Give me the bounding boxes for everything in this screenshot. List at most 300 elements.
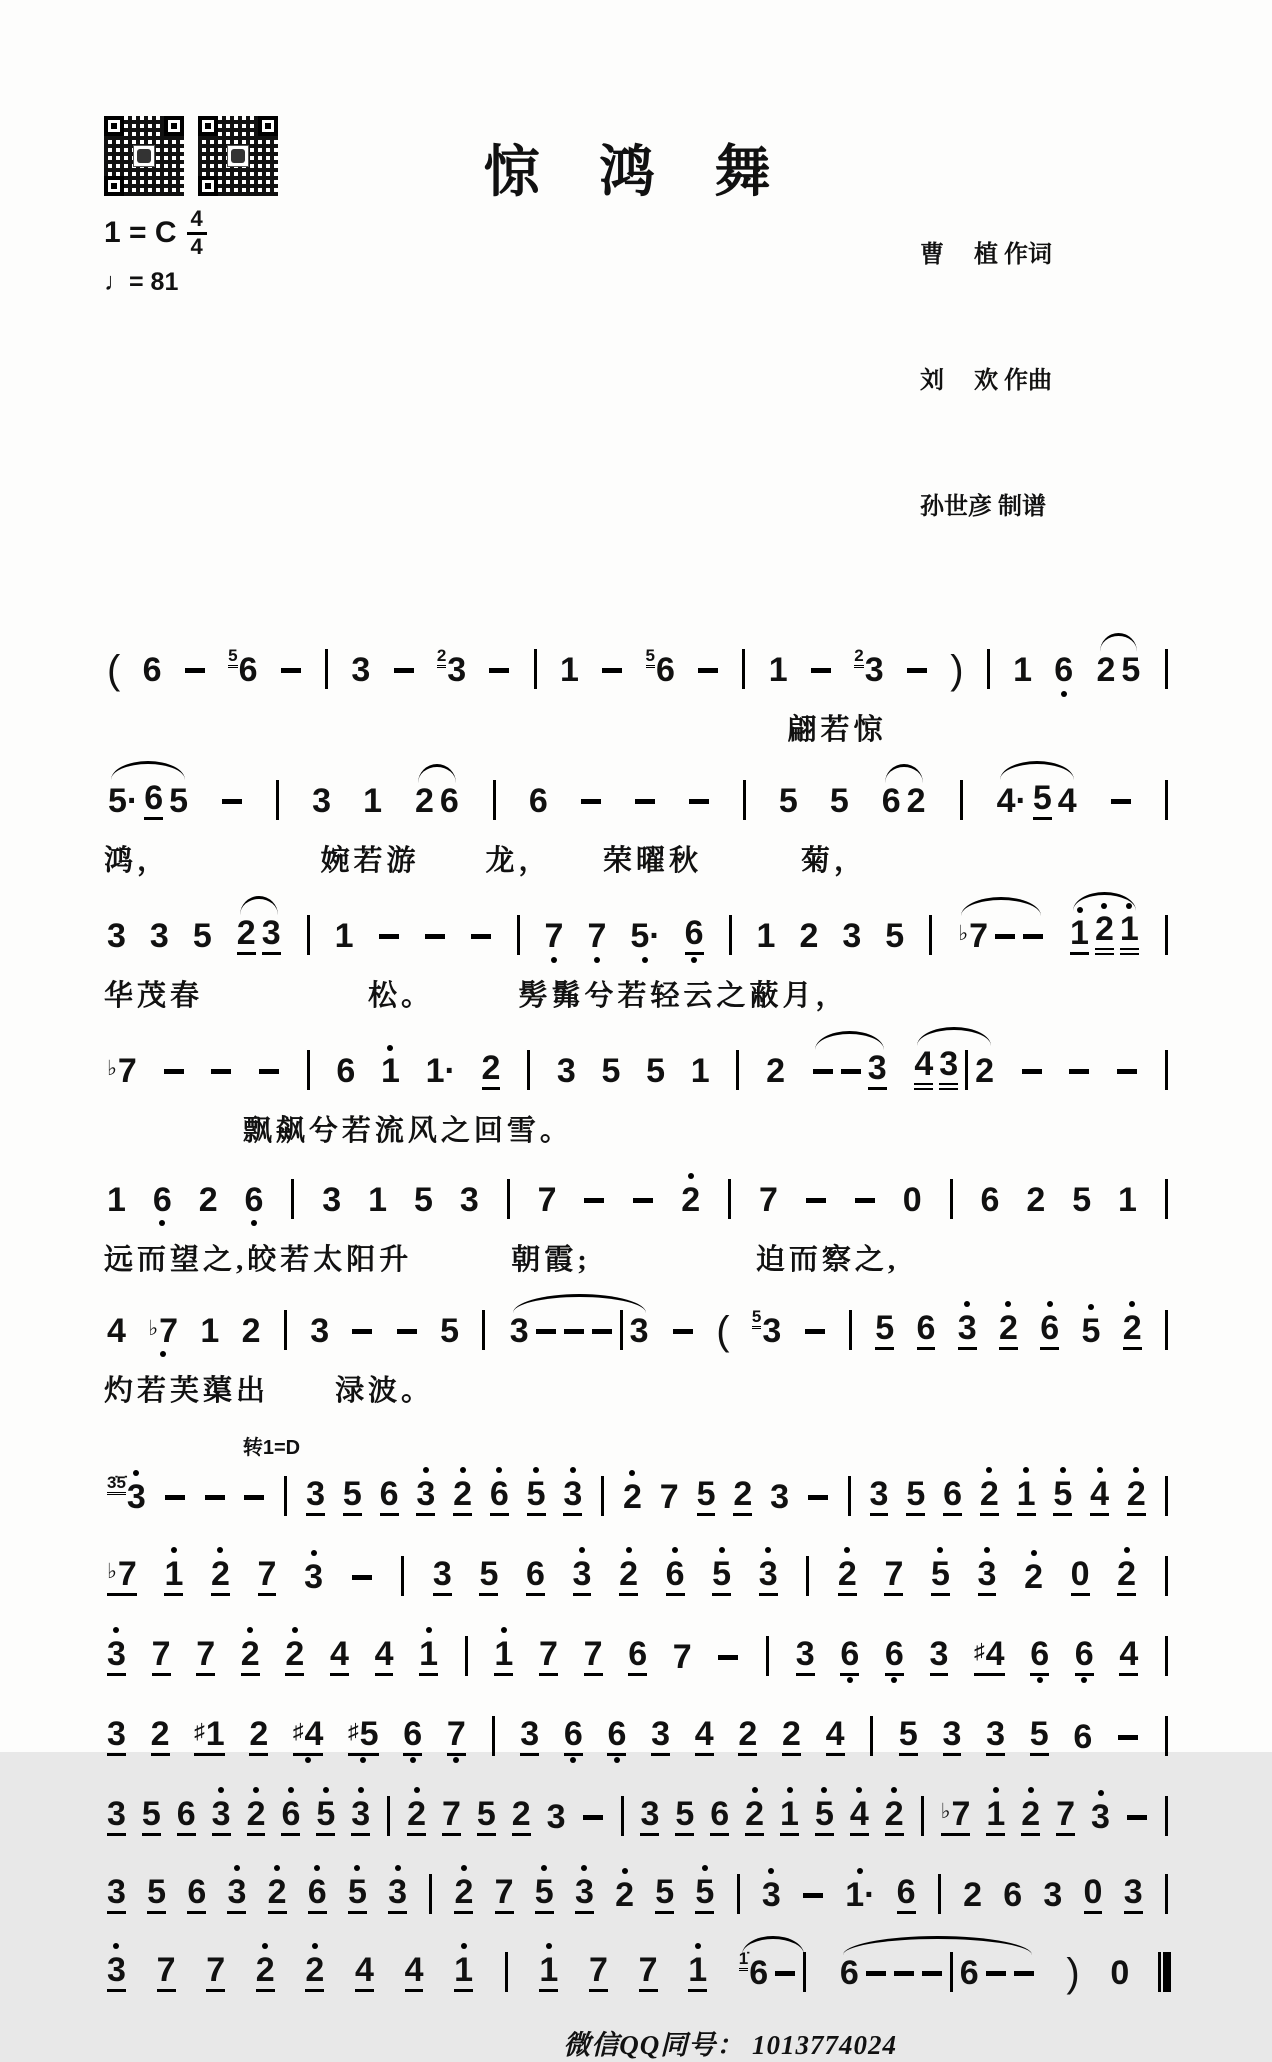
barline [737, 1874, 740, 1914]
note-token: 6 [1040, 1300, 1059, 1359]
barline [803, 1952, 806, 1992]
note-token: 6 [1073, 1717, 1093, 1756]
barline [987, 649, 990, 689]
note-token [535, 1303, 557, 1359]
note-token: 0 [1110, 1953, 1130, 1992]
slur-group [836, 1945, 1039, 2001]
grace-note: 2 [854, 647, 863, 668]
note-token: 2 [733, 1466, 752, 1525]
note-token: 6 [685, 905, 704, 964]
note-token: 3 [520, 1706, 539, 1765]
note-token: ♭7 [958, 917, 989, 956]
barline [736, 1050, 739, 1090]
note-token [632, 1172, 654, 1228]
key-label: 1 = C [104, 216, 177, 249]
slur-group [1093, 642, 1145, 698]
accidental: ♯ [293, 1719, 304, 1743]
note-token: 5· [108, 782, 139, 821]
octave-dot-above [1077, 907, 1083, 913]
barline [742, 649, 745, 689]
note-token [351, 1303, 373, 1359]
page-title: 惊 鸿 舞 [483, 140, 793, 203]
note-token: 7 [759, 1180, 778, 1219]
note-token [424, 908, 446, 964]
barline [1165, 1636, 1168, 1676]
note-token: 2 [407, 1786, 426, 1845]
note-token: 2 [799, 917, 819, 956]
octave-dot-above [113, 1627, 119, 1633]
octave-dot-above [821, 1787, 827, 1793]
lyrics-line: 翩若惊 [787, 714, 887, 746]
octave-dot-above [247, 1627, 253, 1633]
note-token: 5 [316, 1786, 335, 1845]
octave-dot-above [288, 1787, 294, 1793]
note-token: 6 [142, 651, 162, 689]
duration-dash [807, 1478, 829, 1516]
music-line [104, 1704, 1172, 1765]
note-token [243, 1469, 265, 1525]
octave-dot-below [551, 957, 557, 963]
octave-dot-below [453, 1757, 459, 1763]
note-token: 1 [560, 651, 579, 689]
barline [276, 780, 279, 820]
note-token: 3 [796, 1626, 815, 1685]
octave-dot-above [113, 1943, 119, 1949]
note-token [717, 1629, 739, 1685]
note-token: 5 [646, 1052, 666, 1091]
note-token: 5 [829, 782, 849, 821]
note-token: 6 [281, 1786, 300, 1845]
octave-dot-above [719, 1547, 725, 1553]
music-line [104, 1624, 1172, 1685]
note-token: 2 [256, 1942, 275, 2001]
accidental: ♭ [107, 1559, 117, 1583]
note-token [601, 642, 623, 698]
octave-dot-above [1124, 1547, 1130, 1553]
note-token: 2 [285, 1626, 304, 1685]
note-token [1126, 1789, 1148, 1845]
note-token: 3 [759, 1546, 778, 1605]
note-token: 1 [986, 1786, 1005, 1845]
note-token: 2 [999, 1300, 1018, 1359]
octave-dot-above [964, 1301, 970, 1307]
barline [492, 1716, 495, 1756]
note-token [805, 1172, 827, 1228]
note-token: 1 [756, 917, 776, 956]
note-token: 4 [107, 1311, 126, 1350]
barline [1165, 1796, 1168, 1836]
octave-dot-below [410, 1757, 416, 1763]
note-token [1022, 908, 1044, 964]
note-token [393, 642, 415, 698]
note-token: 7 [442, 1786, 461, 1845]
note-token: 7 [447, 1706, 466, 1765]
barline [1165, 1874, 1168, 1914]
barline [921, 1796, 924, 1836]
lyrics-line: 鸿， 婉若游 龙， 荣曜秋 菊， [104, 845, 868, 878]
credits [920, 150, 1172, 612]
octave-dot-below [1081, 1677, 1087, 1683]
note-token: 6 [607, 1706, 626, 1765]
note-token: 3 [149, 917, 169, 956]
accidental: ♭ [148, 1316, 159, 1340]
lyrics-line: 灼若芙蕖出 渌波。 [104, 1374, 435, 1407]
note-token [807, 1469, 829, 1525]
note-token: 2 [237, 905, 256, 964]
octave-dot-below [305, 1757, 311, 1763]
note-token: 3 [556, 1052, 576, 1091]
note-token: 3 [351, 1786, 370, 1845]
music-line [104, 1036, 1172, 1099]
barline [325, 649, 328, 689]
octave-dot-above [986, 1467, 992, 1473]
note-token: 6 [881, 782, 901, 821]
barline [505, 1952, 508, 1992]
note-token: 2 [885, 1786, 904, 1845]
duration-dash [396, 1312, 418, 1350]
duration-dash [697, 651, 719, 689]
octave-dot-below [891, 1677, 897, 1683]
note-token: 7 [639, 1942, 658, 2001]
octave-dot-above [217, 1547, 223, 1553]
note-token: 2 [623, 1469, 642, 1525]
note-token: 3 [1043, 1875, 1063, 1914]
octave-dot-above [358, 1787, 364, 1793]
note-token: 2 [1021, 1786, 1040, 1845]
modulation-label: 转1=D [242, 1436, 301, 1459]
barline [1165, 649, 1168, 689]
note-token [854, 1172, 876, 1228]
note-token: 2 [838, 1546, 857, 1605]
barline [1165, 780, 1168, 820]
note-token: 3 [351, 651, 371, 689]
note-token: 5 [875, 1300, 894, 1359]
note-token: 3 [573, 1546, 592, 1605]
octave-dot-above [844, 1547, 850, 1553]
note-token [378, 908, 400, 964]
note-token: 7 [258, 1546, 277, 1605]
note-token [184, 642, 206, 698]
note-token: 2 3 [436, 646, 467, 689]
note-token: ♯1 [194, 1704, 224, 1765]
note-token: 6 [959, 1953, 979, 1992]
octave-dot-below [159, 1220, 165, 1226]
duration-dash [204, 1478, 226, 1516]
note-token: 6 [490, 1466, 509, 1525]
duration-dash [632, 1181, 654, 1219]
note-token: 6 [1054, 642, 1073, 698]
duration-dash [1110, 782, 1132, 820]
barline [938, 1874, 941, 1914]
key-signature [104, 208, 356, 258]
music-line [104, 1466, 1172, 1525]
duration-dash [774, 1954, 796, 1992]
octave-dot-above [461, 1943, 467, 1949]
note-token: 2 [1096, 651, 1116, 689]
note-token: 3 [310, 1311, 330, 1350]
note-token: 6 [897, 1864, 916, 1923]
note-token: 2 [766, 1052, 785, 1091]
octave-dot-above [387, 1045, 393, 1051]
octave-dot-below [642, 957, 648, 963]
note-token: 2 [268, 1864, 287, 1923]
note-token: 2 [512, 1786, 531, 1845]
note-token: 5 [778, 782, 798, 821]
note-token [893, 1945, 915, 2001]
note-token: 7 [545, 908, 564, 964]
note-token: 3 [575, 1864, 594, 1923]
note-token: 2 [305, 1942, 324, 2001]
note-token: 1 [1013, 651, 1033, 689]
note-token: 6 [917, 1300, 936, 1359]
octave-dot-above [1126, 903, 1132, 909]
octave-dot-above [626, 1547, 632, 1553]
note-token: 1 [494, 1626, 513, 1685]
note-token: 2 [975, 1052, 995, 1091]
barline [601, 1476, 604, 1516]
octave-dot-above [292, 1627, 298, 1633]
note-token: 7 [672, 1637, 692, 1676]
duration-dash [535, 1312, 557, 1350]
octave-dot-below [360, 1757, 366, 1763]
note-token: 4 [375, 1626, 394, 1685]
paren: ( [107, 648, 121, 692]
duration-dash [488, 651, 510, 689]
accidental: ♭ [940, 1799, 951, 1823]
note-token [985, 1945, 1007, 2001]
accidental: ♭ [958, 922, 969, 946]
barline [806, 1556, 809, 1596]
header [104, 116, 1172, 612]
lyrics-line: 华茂春 松。 髣髴兮若轻云之蔽月， [104, 980, 849, 1013]
note-token [591, 1303, 613, 1359]
duration-dash [840, 1052, 862, 1090]
duration-dash [351, 1558, 373, 1596]
paren: ) [1066, 1950, 1080, 1995]
accidental: ♯ [348, 1719, 359, 1743]
octave-dot-above [856, 1787, 862, 1793]
note-token: 3 [842, 917, 862, 956]
note-token: 2 [453, 1466, 472, 1525]
barline [849, 1310, 852, 1350]
note-token: 5· [630, 908, 660, 964]
octave-dot-above [768, 1868, 774, 1874]
barline [960, 780, 963, 820]
note-token: 2 [681, 1172, 700, 1228]
note-token: 6 [144, 770, 163, 829]
note-token: 5 [147, 1864, 166, 1923]
grace-note: 1̇ [739, 1950, 748, 1971]
note-token: 7 [206, 1942, 225, 2001]
note-token: 2 [198, 1180, 218, 1219]
note-token [697, 642, 719, 698]
note-token: 2 [906, 782, 926, 821]
duration-dash [378, 917, 400, 955]
duration-dash [351, 1312, 373, 1350]
octave-dot-above [323, 1787, 329, 1793]
note-token: 4 [330, 1626, 349, 1685]
note-token: 7 [157, 1942, 176, 2001]
note-token [580, 773, 602, 829]
octave-dot-above [581, 1865, 587, 1871]
note-token: 4 [355, 1942, 374, 2001]
header-left [104, 116, 356, 297]
note-token: 5 [527, 1466, 546, 1525]
octave-dot-above [688, 1173, 694, 1179]
note-token: 6 [840, 1626, 859, 1685]
note-token: 3 [107, 1942, 126, 2001]
octave-dot-below [570, 1757, 576, 1763]
barline [284, 1476, 287, 1516]
octave-dot-above [570, 1467, 576, 1473]
barline [482, 1310, 485, 1350]
music-line [104, 1864, 1172, 1923]
note-token: 3 [651, 1706, 670, 1765]
note-token [583, 1172, 605, 1228]
octave-dot-below [1061, 691, 1067, 697]
note-token: 2 [249, 1706, 268, 1765]
note-token: 3 [629, 1311, 649, 1350]
duration-dash [672, 1312, 694, 1350]
octave-dot-above [354, 1865, 360, 1871]
note-token [163, 1043, 185, 1099]
paren: ( [716, 1308, 730, 1353]
note-token: 5 [675, 1786, 694, 1845]
note-token: 1 [334, 917, 354, 956]
barline [766, 1636, 769, 1676]
note-token [204, 1469, 226, 1525]
note-token: 1 [688, 1942, 707, 2001]
barline [517, 915, 520, 955]
note-token: 7 [884, 1546, 903, 1605]
note-token: 4 [1090, 1466, 1109, 1525]
note-token [840, 1043, 862, 1099]
note-token: 3 [107, 917, 126, 956]
barline [848, 1476, 851, 1516]
note-token: 1 [381, 1043, 400, 1099]
note-token: 2 [1127, 1466, 1146, 1525]
note-token: 2 [241, 1626, 260, 1685]
duration-dash [717, 1638, 739, 1676]
qr-code-right [198, 116, 278, 196]
note-token: 1 [454, 1942, 473, 2001]
octave-dot-above [765, 1547, 771, 1553]
note-token: 3 [939, 1036, 958, 1099]
note-token [164, 1469, 186, 1525]
octave-dot-below [251, 1220, 257, 1226]
octave-dot-above [218, 1787, 224, 1793]
octave-dot-above [546, 1943, 552, 1949]
duration-dash [601, 651, 623, 689]
barline [493, 780, 496, 820]
slur-group [1066, 901, 1143, 964]
time-bottom: 4 [190, 234, 203, 259]
note-token: 2 [482, 1040, 501, 1099]
slur-group [808, 1040, 891, 1099]
octave-dot-above [1097, 1467, 1103, 1473]
note-token: 3 [107, 1706, 126, 1765]
note-token: 1 [164, 1546, 183, 1605]
barline [621, 1796, 624, 1836]
barline [527, 1050, 530, 1090]
note-token [280, 642, 302, 698]
note-token: 6 [1075, 1626, 1094, 1685]
octave-dot-above [460, 1467, 466, 1473]
note-token: 2 3 [854, 646, 884, 689]
barline [465, 1636, 468, 1676]
note-token: 3 [459, 1180, 479, 1219]
note-token: 2 [415, 782, 434, 821]
note-token: 6 [943, 1466, 962, 1525]
note-token: 5 [931, 1546, 950, 1605]
note-token [906, 642, 928, 698]
note-token [802, 1867, 824, 1923]
octave-dot-above [461, 1865, 467, 1871]
credit-lyricist: 曹 植 作词 [920, 242, 1052, 268]
duration-dash [634, 782, 656, 820]
duration-dash [854, 1181, 876, 1219]
note-token: 6 [564, 1706, 583, 1765]
note-token [865, 1945, 887, 2001]
note-token: 5 [1121, 651, 1141, 689]
note-token: 1 [768, 651, 788, 689]
note-token: 7 [152, 1626, 171, 1685]
note-token: 5 [1053, 1466, 1072, 1525]
note-token [470, 908, 492, 964]
octave-dot-above [622, 1868, 628, 1874]
duration-dash [280, 651, 302, 689]
duration-dash [985, 1954, 1007, 1992]
note-token: 1 [1070, 905, 1089, 964]
note-token [810, 642, 832, 698]
music-line [104, 1172, 1172, 1228]
duration-dash [1117, 1718, 1139, 1756]
note-token: 0 [902, 1180, 922, 1219]
octave-dot-above [984, 1547, 990, 1553]
octave-dot-above [695, 1943, 701, 1949]
octave-dot-above [891, 1787, 897, 1793]
note-token: 3 [870, 1466, 889, 1525]
slur-group [910, 1036, 998, 1099]
note-token: 5 3 [751, 1306, 782, 1350]
note-token: 6 [666, 1546, 685, 1605]
octave-dot-above [629, 1470, 635, 1476]
note-token: ♯4 [293, 1704, 323, 1765]
note-token: 6 [153, 1172, 172, 1228]
note-token: 6 [526, 1546, 545, 1605]
barline [1165, 1310, 1168, 1350]
accidental: ♯ [194, 1719, 205, 1743]
note-token: 3 [322, 1180, 342, 1219]
duration-dash [810, 651, 832, 689]
note-token: 7 [1056, 1786, 1075, 1845]
octave-dot-below [847, 1677, 853, 1683]
octave-dot-below [160, 1351, 166, 1357]
note-token [804, 1303, 826, 1359]
note-token: 7 [589, 1942, 608, 2001]
note-token: 6 [439, 782, 459, 821]
time-top: 4 [187, 208, 207, 235]
duration-dash [906, 651, 928, 689]
note-token [688, 773, 710, 829]
note-token: 4 [1119, 1626, 1138, 1685]
note-token: 2 [1095, 901, 1114, 964]
duration-dash [921, 1954, 943, 1992]
octave-dot-above [133, 1470, 139, 1476]
note-token: 7 [587, 908, 606, 964]
note-token: 5 [169, 782, 189, 821]
duration-dash [424, 917, 446, 955]
